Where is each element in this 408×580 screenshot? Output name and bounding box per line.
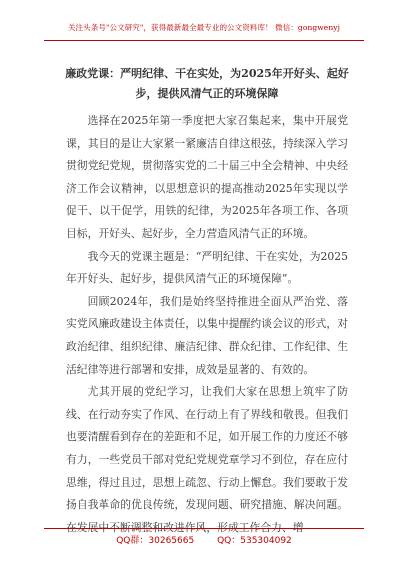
footer-divider [44,528,364,529]
footer-contact [0,533,408,546]
title-line-1: 廉政党课：严明纪律、干在实处，为2025年开好头、起好 [65,67,349,80]
header-divider [44,40,364,41]
paragraph-2: 我今天的党课主题是：“严明纪律、干在实处，为2025年开好头、起好步，提供风清气正的环境保障”。 [66,249,348,286]
title-line-2: 步，提供风清气正的环境保障 [135,87,279,100]
paragraph-3: 回顾2024年，我们是始终坚持推进全面从严治党、落实党风廉政建设主体责任，以集中提醒约谈会议的形式，对政治纪律、组织纪律、廉洁纪律、群众纪律、工作纪律、生活纪律等进行部署和安排，成效是显著的、有效的。 [66,294,348,376]
document-title [56,64,358,104]
footer-qq: QQ：535304092 [217,536,292,546]
footer-qq-group: QQ群：30265665 [116,536,195,546]
document-body [66,110,348,539]
paragraph-4: 尤其开展的党纪学习，让我们大家在思想上筑牢了防线、在行动夯实了作风、在行动上有了界线和敬畏。但我们也要清醒看到存在的差距和不足，如开展工作的力度还不够有力，一些党员干部对党纪党规党章学习不到位，存在应付思维，得过且过，思想上疏忽、行动上懈怠。我们要敢于发扬自我革命的优良传统，发现问题、研究措施、解决问题。在发展中不断调整和改进作风，形成工作合力、增 [66,385,348,534]
header-banner: 关注头条号"公文研究"，获得最新最全最专业的公文资料库！ 微信：gongwenyj [67,23,341,32]
paragraph-1: 选择在2025年第一季度把大家召集起来，集中开展党课，其目的是让大家紧一紧廉洁自律这根弦，持续深入学习贯彻党纪党规，贯彻落实党的二十届三中全会精神、中央经济工作会议精神，以思想意识的提高推动2025年实现以学促干、以干促学，用铁的纪律，为2025年各项工作、各项目标，开好头、起好步，全力营造风清气正的环境。 [66,114,348,240]
